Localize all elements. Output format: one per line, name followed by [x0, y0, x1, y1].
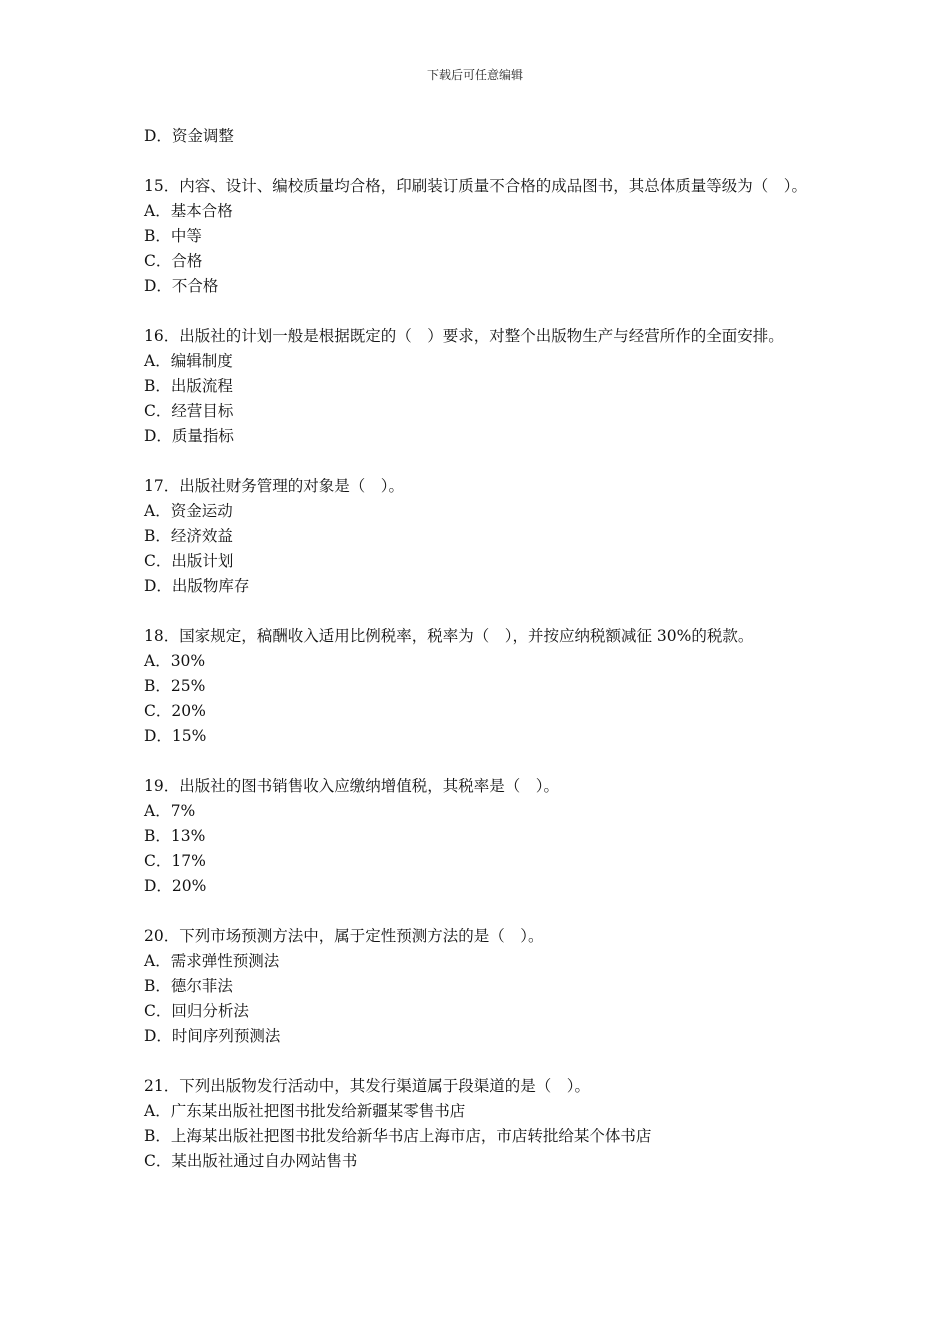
option-c: C．合格 — [144, 252, 203, 270]
option-a: A．需求弹性预测法 — [144, 952, 280, 970]
option-d: D．15% — [144, 727, 207, 745]
option-a: A．编辑制度 — [144, 352, 233, 370]
option-c: C．出版计划 — [144, 552, 234, 570]
question-stem: 19．出版社的图书销售收入应缴纳增值税，其税率是（ ）。 — [144, 777, 559, 795]
option-b: B．德尔菲法 — [144, 977, 233, 995]
option-b: B．上海某出版社把图书批发给新华书店上海市店，市店转批给某个体书店 — [144, 1127, 652, 1145]
page-header: 下载后可任意编辑 — [426, 68, 523, 82]
option-b: B．经济效益 — [144, 527, 233, 545]
option-b: B．中等 — [144, 227, 202, 245]
option-a: A．资金运动 — [144, 502, 233, 520]
option-c: C．某出版社通过自办网站售书 — [144, 1152, 358, 1170]
option-a: A．7% — [144, 802, 196, 820]
option-c: C．20% — [144, 702, 206, 720]
option-d-continued: D．资金调整 — [144, 127, 234, 145]
question-16 — [144, 324, 814, 449]
option-b: B．25% — [144, 677, 206, 695]
option-d: D．时间序列预测法 — [144, 1027, 281, 1045]
question-21 — [144, 1074, 814, 1174]
option-b: B．出版流程 — [144, 377, 233, 395]
option-c: C．经营目标 — [144, 402, 234, 420]
option-c: C．17% — [144, 852, 206, 870]
question-18 — [144, 624, 814, 749]
question-19 — [144, 774, 814, 899]
question-stem: 15．内容、设计、编校质量均合格，印刷装订质量不合格的成品图书，其总体质量等级为（ ）。 — [144, 177, 807, 195]
option-c: C．回归分析法 — [144, 1002, 249, 1020]
option-d: D．20% — [144, 877, 207, 895]
option-a: A．30% — [144, 652, 206, 670]
question-stem: 18．国家规定，稿酬收入适用比例税率，税率为（ ），并按应纳税额减征 30%的税款。 — [144, 627, 754, 645]
document-body — [144, 124, 814, 1174]
option-d: D．出版物库存 — [144, 577, 250, 595]
option-d: D．不合格 — [144, 277, 219, 295]
option-d: D．质量指标 — [144, 427, 234, 445]
question-stem: 16．出版社的计划一般是根据既定的（ ）要求，对整个出版物生产与经营所作的全面安排。 — [144, 327, 784, 345]
option-b: B．13% — [144, 827, 206, 845]
question-17 — [144, 474, 814, 599]
question-stem: 17．出版社财务管理的对象是（ ）。 — [144, 477, 404, 495]
question-stem: 21．下列出版物发行活动中，其发行渠道属于段渠道的是（ ）。 — [144, 1077, 590, 1095]
question-stem: 20．下列市场预测方法中，属于定性预测方法的是（ ）。 — [144, 927, 544, 945]
question-20 — [144, 924, 814, 1049]
question-15 — [144, 174, 814, 299]
option-a: A．基本合格 — [144, 202, 233, 220]
option-a: A．广东某出版社把图书批发给新疆某零售书店 — [144, 1102, 466, 1120]
